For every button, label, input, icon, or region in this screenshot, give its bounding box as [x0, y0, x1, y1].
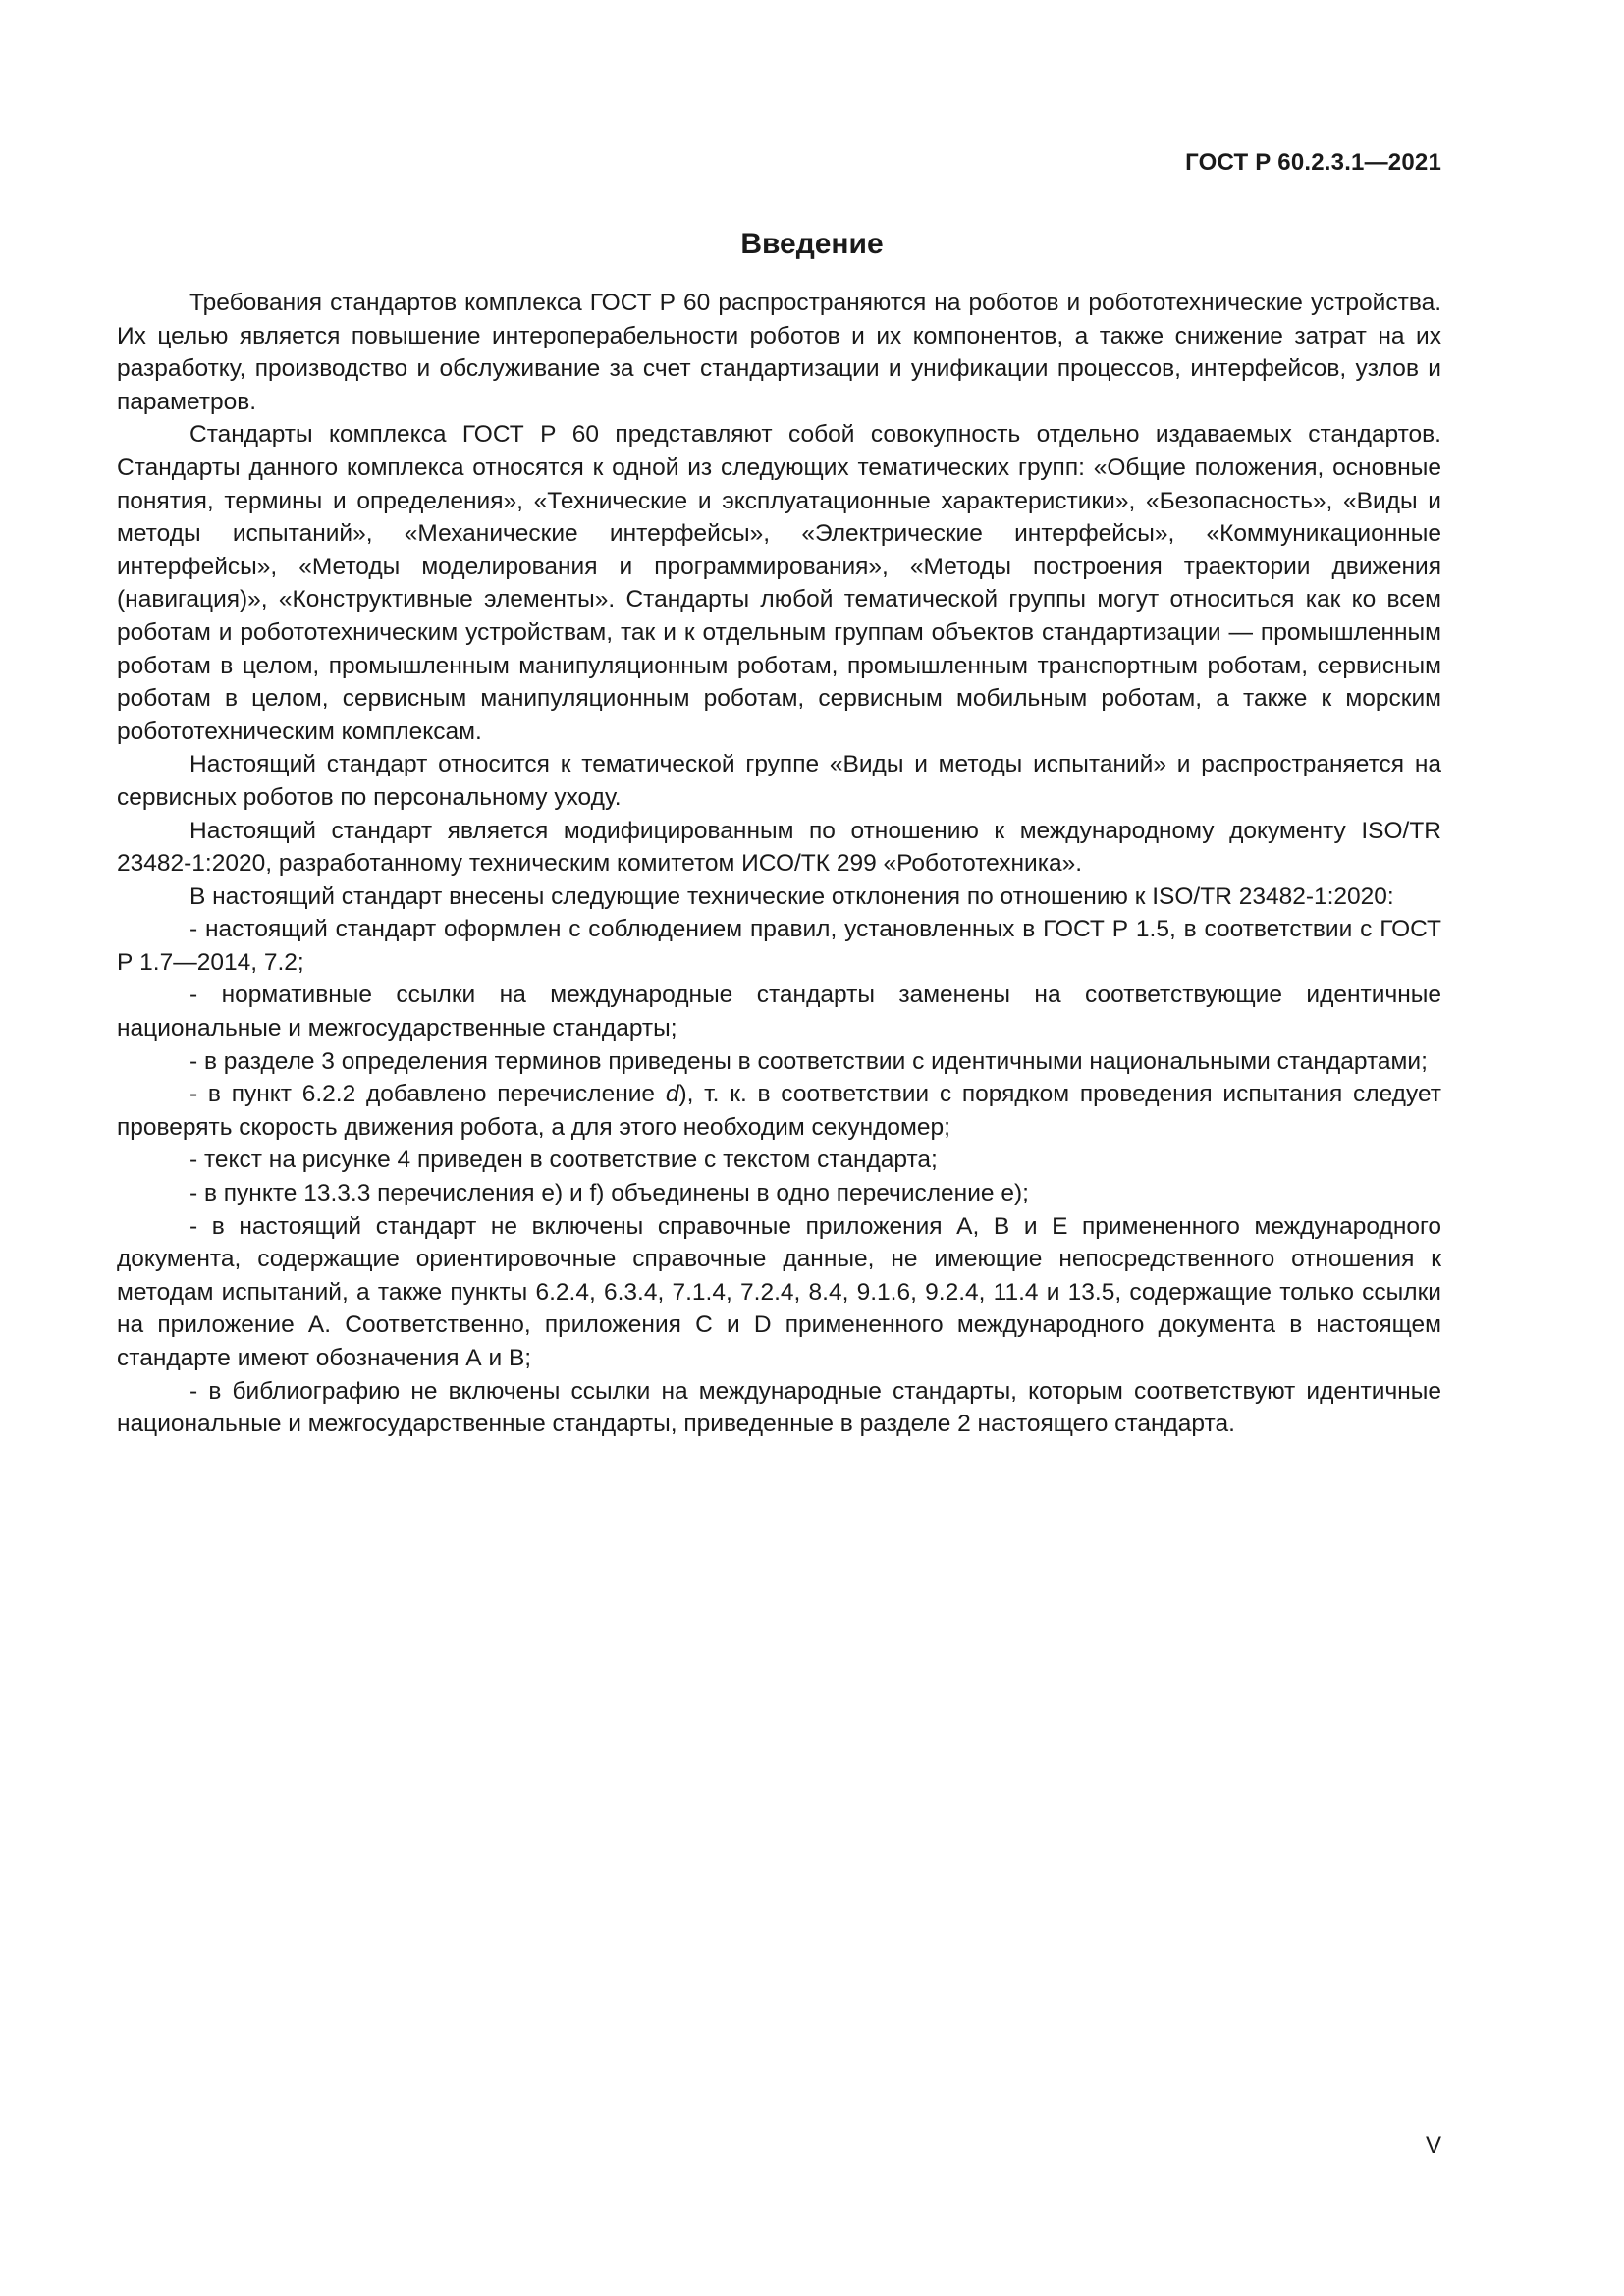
- paragraph-modification: Настоящий стандарт является модифицированным по отношению к международному документу ISO/TR 23482-1:2020, разработанному техническим комитетом ИСО/ТК 299 «Робототехника».: [117, 817, 1441, 878]
- page-title: Введение: [740, 228, 884, 260]
- list-item-deviation-7: - в настоящий стандарт не включены справочные приложения А, В и Е примененного международного документа, содержащие ориентировочные справочные данные, не имеющие непосредственного отношения к методам испытаний, а также пункты 6.2.4, 6.3.4, 7.1.4, 7.2.4, 8.4, 9.1.6, 9.2.4, 11.4 и 13.5, содержащие только ссылки на приложение А. Соответственно, приложения С и D примененного международного документа в настоящем стандарте имеют обозначения А и В;: [117, 1212, 1441, 1371]
- list-item-deviation-2: - нормативные ссылки на международные стандарты заменены на соответствующие идентичные национальные и межгосударственные стандарты;: [117, 982, 1441, 1042]
- list-item-italic-letter: d: [665, 1081, 679, 1108]
- paragraph-scope: Требования стандартов комплекса ГОСТ Р 60 распространяются на роботов и робототехнические устройства. Их целью является повышение интероперабельности роботов и их компонентов, а также снижение затрат на их разработку, производство и обслуживание за счет стандартизации и унификации процессов, интерфейсов, узлов и параметров.: [117, 290, 1441, 415]
- list-item-text-after: ), т. к. в соответствии с порядком проведения испытания следует проверять скорость движения робота, а для этого необходим секундомер;: [117, 1081, 1441, 1141]
- list-item-deviation-8: - в библиографию не включены ссылки на международные стандарты, которым соответствуют идентичные национальные и межгосударственные стандарты, приведенные в разделе 2 настоящего стандарта.: [117, 1377, 1441, 1438]
- document-code: ГОСТ Р 60.2.3.1—2021: [1185, 149, 1441, 176]
- list-item-deviation-3: - в разделе 3 определения терминов приведены в соответствии с идентичными национальными стандартами;: [189, 1047, 1428, 1075]
- list-item-text-before: - в пункт 6.2.2 добавлено перечисление: [189, 1081, 666, 1108]
- page-number: V: [1425, 2132, 1441, 2159]
- paragraph-thematic-group: Настоящий стандарт относится к тематической группе «Виды и методы испытаний» и распространяется на сервисных роботов по персональному уходу.: [117, 751, 1441, 811]
- list-item-deviation-4: [117, 1078, 1441, 1144]
- list-item-deviation-6: - в пункте 13.3.3 перечисления е) и f) объединены в одно перечисление е);: [189, 1180, 1029, 1207]
- paragraph-deviations-intro: В настоящий стандарт внесены следующие технические отклонения по отношению к ISO/TR 23482-1:2020:: [189, 882, 1394, 910]
- list-item-deviation-1: - настоящий стандарт оформлен с соблюдением правил, установленных в ГОСТ Р 1.5, в соответствии с ГОСТ Р 1.7—2014, 7.2;: [117, 916, 1441, 976]
- main-text: [117, 287, 1441, 1441]
- paragraph-complex-description: Стандарты комплекса ГОСТ Р 60 представляют собой совокупность отдельно издаваемых стандартов. Стандарты данного комплекса относятся к одной из следующих тематических групп: «Общие положения, основные понятия, термины и определения», «Технические и эксплуатационные характеристики», «Безопасность», «Виды и методы испытаний», «Механические интерфейсы», «Электрические интерфейсы», «Коммуникационные интерфейсы», «Методы моделирования и программирования», «Методы построения траектории движения (навигация)», «Конструктивные элементы». Стандарты любой тематической группы могут относиться как ко всем роботам и робототехническим устройствам, так и к отдельным группам объектов стандартизации — промышленным роботам в целом, промышленным манипуляционным роботам, промышленным транспортным роботам, сервисным роботам в целом, сервисным манипуляционным роботам, сервисным мобильным роботам, а также к морским робототехническим комплексам.: [117, 421, 1441, 745]
- list-item-deviation-5: - текст на рисунке 4 приведен в соответствие с текстом стандарта;: [189, 1147, 938, 1174]
